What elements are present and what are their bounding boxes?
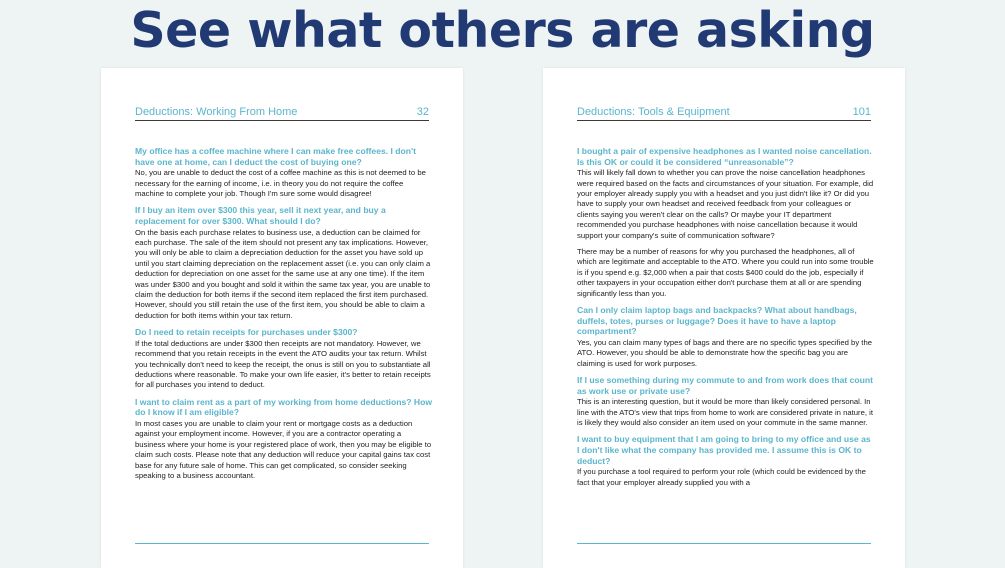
faq-answer: If the total deductions are under $300 then receipts are not mandatory. However, we recommend that you retain receipts in the event the ATO audits your tax return. Whilst you technically don't need to keep the receipt, the onus is still on you to substantiate all deductions where reasonable. To make your own life easier, it's better to retain receipts for all purchases you intend to deduct. bbox=[135, 338, 431, 390]
faq-question: Do I need to retain receipts for purchases under $300? bbox=[135, 327, 358, 338]
faq-item bbox=[135, 146, 433, 199]
faq-item bbox=[577, 305, 875, 369]
faq-item bbox=[135, 397, 433, 482]
page-number: 101 bbox=[852, 106, 871, 118]
faq-answer: On the basis each purchase relates to business use, a deduction can be claimed for each purchase. The sale of the item should not present any tax implications. However, you will only be able to claim a depreciation deduction for the asset you have sold up until you start claiming depreciation on the replacement asset (i.e. you can only claim a deduction for depreciation on one asset for the same use at any one time). If the item was under $300 and you bought and sold it within the same tax year, you are unable to claim the deduction for both items if the second item replaced the first item purchased. However, should you still retain the use of the first item, you should be able to claim a deduction for both items within your tax return. bbox=[135, 227, 431, 320]
page-body bbox=[135, 146, 433, 542]
footer-divider bbox=[135, 543, 429, 544]
faq-question: I bought a pair of expensive headphones as I wanted noise cancellation. Is this OK or could it be considered “unreasonable”? bbox=[577, 146, 872, 167]
faq-answer: Yes, you can claim many types of bags and there are no specific types specified by the ATO. However, you should be able to demonstrate how the specific bag you are claiming is used for work purposes. bbox=[577, 337, 872, 368]
faq-answer: There may be a number of reasons for why you purchased the headphones, all of which are legitimate and acceptable to the ATO. Where you could run into some trouble is if you spend e.g. $2,000 when a pair that costs $400 could do the job, especially if other taxpayers in your occupation either don't purchase them at all or are spending significantly less than you. bbox=[577, 247, 874, 298]
faq-item bbox=[135, 327, 433, 391]
page-number: 32 bbox=[416, 106, 429, 118]
faq-answer: No, you are unable to deduct the cost of a coffee machine as this is not deemed to be necessary for the earning of income, i.e. in theory you do not require the coffee machine to complete your job. Though I'm sure some would disagree! bbox=[135, 168, 426, 198]
faq-question: If I use something during my commute to and from work does that count as work use or private use? bbox=[577, 375, 874, 396]
faq-answer: If you purchase a tool required to perform your role (which could be evidenced by the fact that your employer already supplied you with a bbox=[577, 467, 866, 487]
faq-item bbox=[135, 205, 433, 321]
faq-question: I want to buy equipment that I am going to bring to my office and use as I don't like what the company has provided me. I assume this is OK to deduct? bbox=[577, 434, 871, 466]
page-header bbox=[135, 100, 429, 121]
faq-question: I want to claim rent as a part of my working from home deductions? How do I know if I am eligible? bbox=[135, 396, 433, 418]
page-title: Deductions: Tools & Equipment bbox=[577, 106, 730, 118]
faq-item bbox=[577, 375, 875, 428]
page-body bbox=[577, 146, 875, 542]
faq-question: My office has a coffee machine where I can make free coffees. I don't have one at home, can I deduct the cost of buying one? bbox=[135, 146, 416, 167]
document-page-left bbox=[101, 68, 463, 568]
page-header bbox=[577, 100, 871, 121]
footer-divider bbox=[577, 543, 871, 544]
headline: See what others are asking bbox=[130, 2, 875, 59]
page-title: Deductions: Working From Home bbox=[135, 106, 298, 118]
faq-answer: In most cases you are unable to claim your rent or mortgage costs as a deduction against your employment income. However, if you are a contractor operating a business where your home is your registered place of work, then you may be eligible to claim such costs. Please note that any deduction will reduce your capital gains tax cost base for any future sale of home. This can get complicated, so consider seeking speaking to a business accountant. bbox=[135, 419, 432, 481]
faq-item bbox=[577, 434, 875, 488]
faq-answer: This will likely fall down to whether you can prove the noise cancellation headphones were required based on the facts and circumstances of your situation. For example, did your employer already supply you with a headset and you just didn't like it? Or did you have to supply your own headset and received feedback from your colleagues or clients saying you weren't clear on the calls? Or maybe your IT department recommended you purchase headphones with noise cancellation because it would support your company's suite of communication software? bbox=[577, 168, 874, 240]
faq-question: Can I only claim laptop bags and backpacks? What about handbags, duffels, totes, purses or luggage? Does it have to have a laptop compartment? bbox=[577, 305, 857, 337]
document-page-right bbox=[543, 68, 905, 568]
faq-item bbox=[577, 247, 875, 299]
faq-answer: This is an interesting question, but it would be more than likely considered personal. In line with the ATO's view that trips from home to work are considered private in nature, it is likely they would also consider an item used on your commute in the same manner. bbox=[577, 397, 874, 428]
faq-question: If I buy an item over $300 this year, sell it next year, and buy a replacement for over $300. What should I do? bbox=[135, 205, 386, 226]
faq-item bbox=[577, 146, 875, 241]
